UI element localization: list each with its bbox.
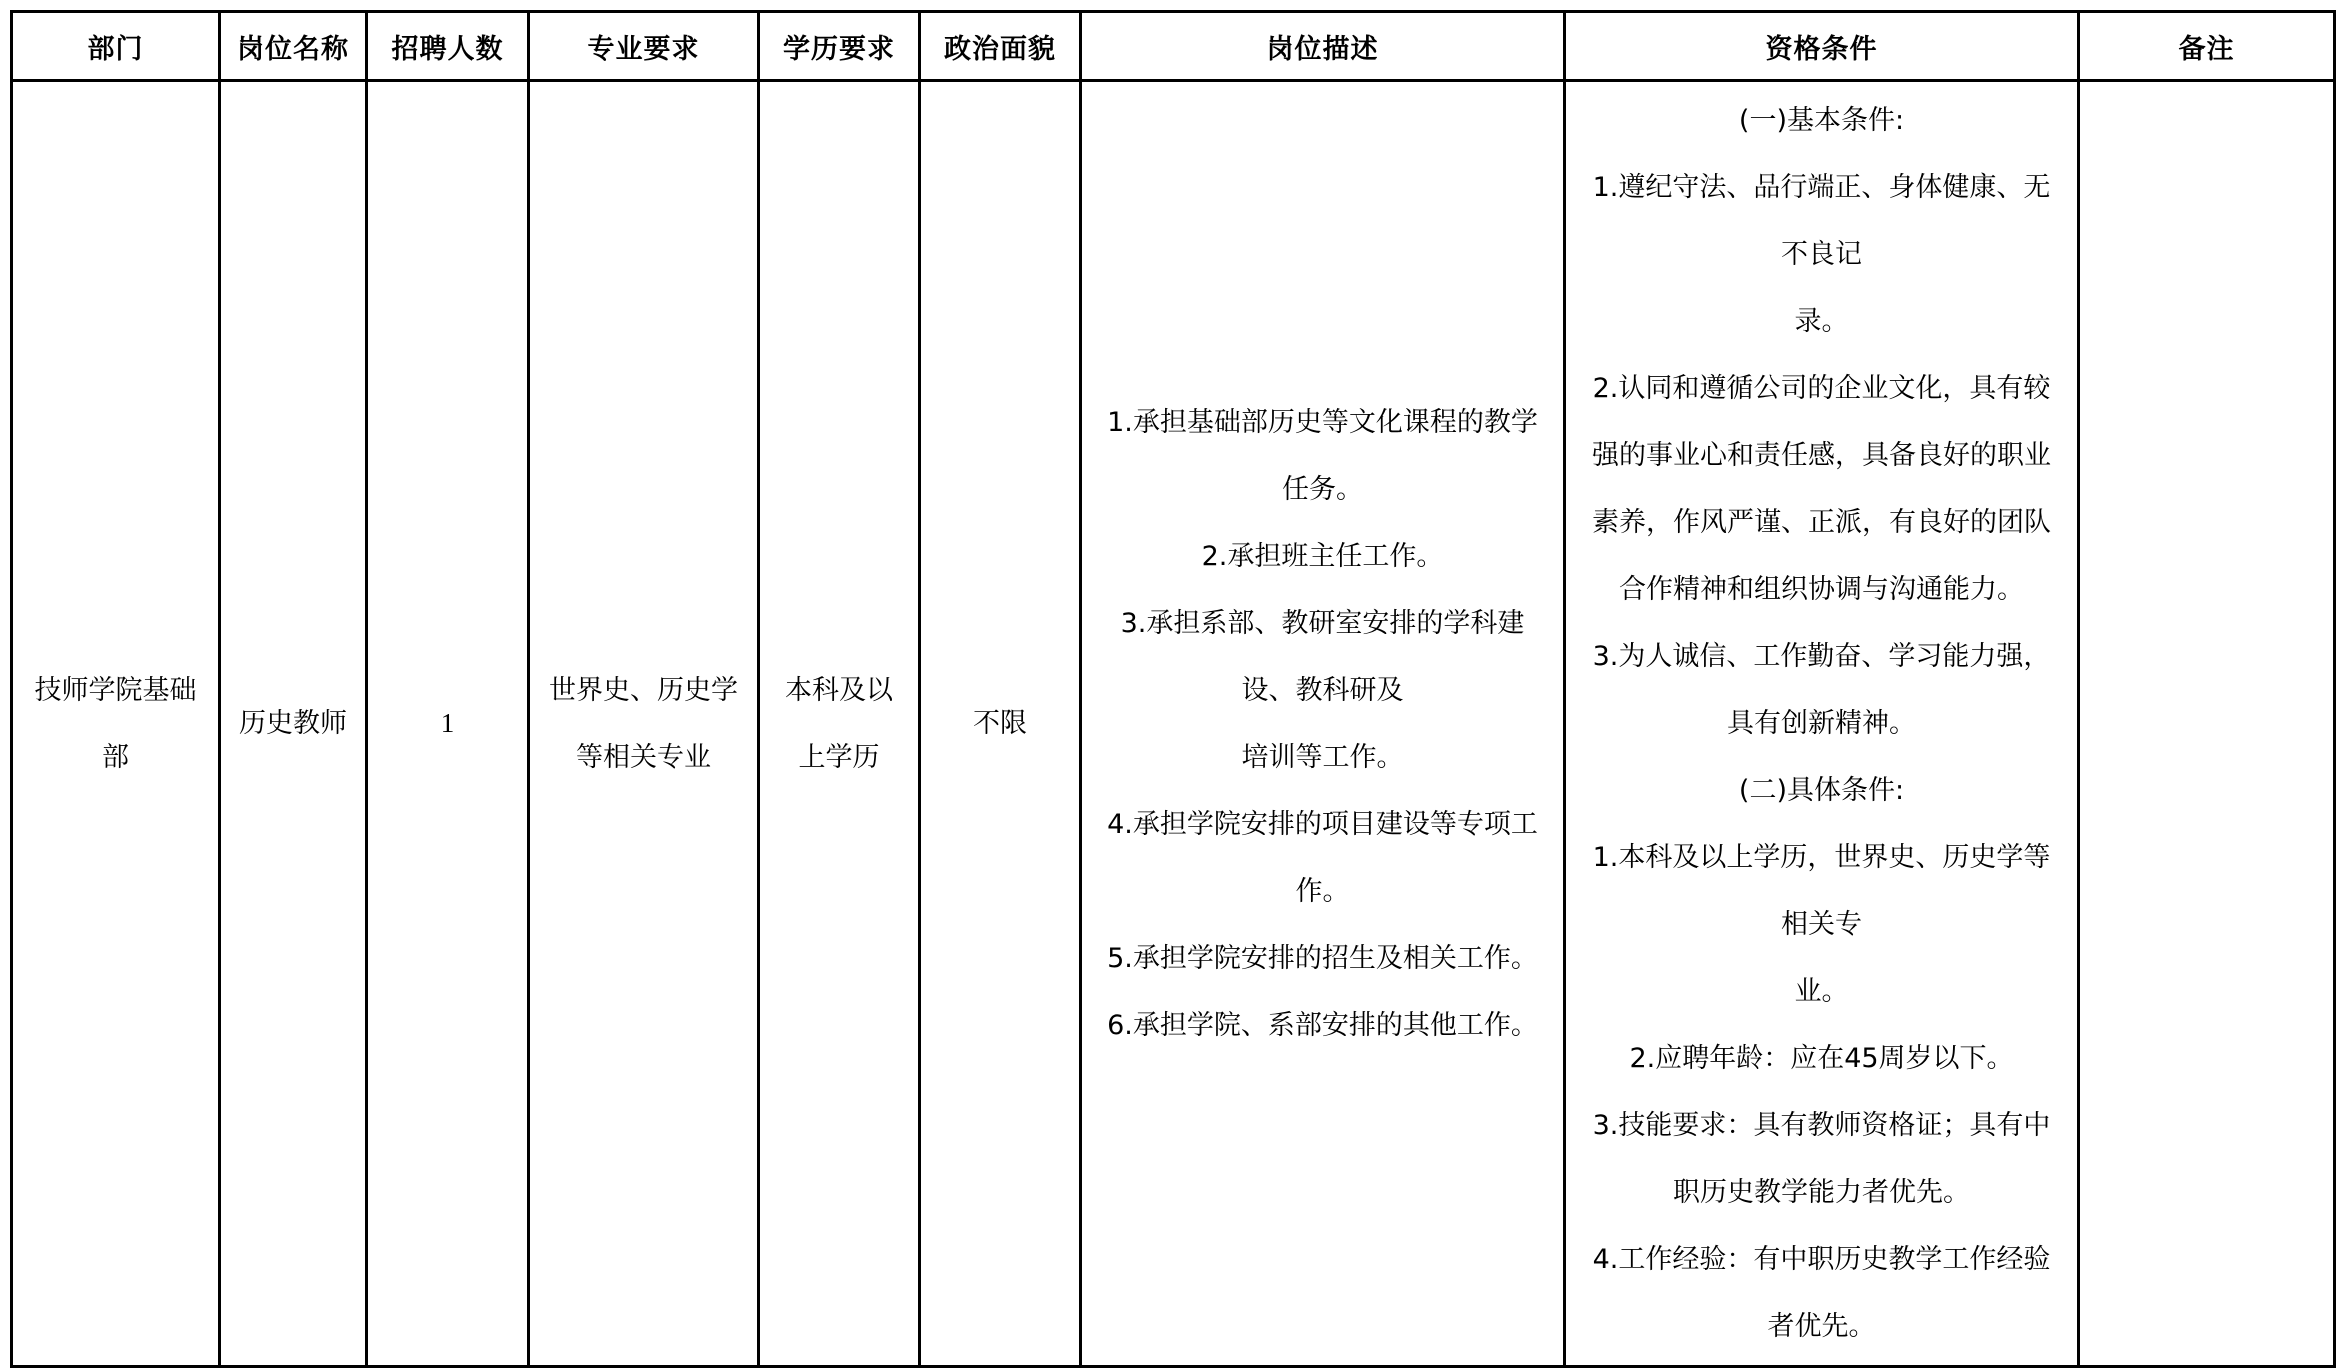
description-line: 设、教科研及: [1241, 674, 1404, 706]
cell-description: [1081, 81, 1565, 1367]
cell-count: [367, 81, 529, 1367]
qualification-line: 者优先。: [1767, 1311, 1876, 1342]
position-text: 历史教师: [239, 708, 347, 739]
qualification-line: (一)基本条件:: [1738, 105, 1905, 136]
cell-position: [220, 81, 367, 1367]
qualification-line: 职历史教学能力者优先。: [1673, 1177, 1970, 1208]
qualification-line: 3.技能要求：具有教师资格证；具有中: [1592, 1110, 2051, 1141]
header-description: 岗位描述: [1081, 12, 1565, 81]
cell-education: [759, 81, 920, 1367]
header-department: 部门: [12, 12, 220, 81]
table-row: [12, 81, 2335, 1367]
description-line: 3.承担系部、教研室安排的学科建: [1120, 607, 1525, 639]
cell-department: [12, 81, 220, 1367]
header-count: 招聘人数: [367, 12, 529, 81]
header-education: 学历要求: [759, 12, 920, 81]
cell-major: [529, 81, 759, 1367]
header-political: 政治面貌: [920, 12, 1081, 81]
description-line: 2.承担班主任工作。: [1201, 540, 1444, 572]
qualification-line: 素养，作风严谨、正派，有良好的团队: [1592, 507, 2051, 538]
count-text: 1: [440, 708, 455, 738]
qualification-line: 1.遵纪守法、品行端正、身体健康、无: [1592, 172, 2051, 203]
qualification-line: 业。: [1794, 976, 1849, 1007]
qualification-line: 具有创新精神。: [1727, 708, 1916, 739]
description-line: 4.承担学院安排的项目建设等专项工: [1107, 808, 1538, 840]
qualification-line: 录。: [1794, 306, 1849, 337]
cell-qualification: [1565, 81, 2079, 1367]
header-row: [12, 12, 2335, 81]
political-text: 不限: [973, 708, 1027, 739]
major-line: 等相关专业: [576, 741, 711, 773]
qualification-line: 合作精神和组织协调与沟通能力。: [1619, 574, 2024, 605]
qualification-line: 2.认同和遵循公司的企业文化，具有较: [1592, 373, 2051, 404]
qualification-line: 4.工作经验：有中职历史教学工作经验: [1592, 1244, 2051, 1275]
education-line: 上学历: [798, 741, 880, 773]
education-line: 本科及以: [785, 674, 893, 706]
header-position: 岗位名称: [220, 12, 367, 81]
description-line: 5.承担学院安排的招生及相关工作。: [1107, 942, 1538, 974]
job-table: [10, 10, 2336, 1368]
qualification-line: 相关专: [1781, 909, 1862, 940]
description-line: 1.承担基础部历史等文化课程的教学: [1107, 406, 1538, 438]
qualification-line: 不良记: [1781, 239, 1862, 270]
department-line: 技师学院基础: [34, 674, 197, 706]
description-line: 培训等工作。: [1241, 741, 1404, 773]
description-line: 作。: [1295, 875, 1350, 907]
qualification-line: (二)具体条件:: [1738, 775, 1905, 806]
cell-political: [920, 81, 1081, 1367]
qualification-line: 1.本科及以上学历，世界史、历史学等: [1592, 842, 2051, 873]
cell-remarks: [2079, 81, 2335, 1367]
description-line: 任务。: [1282, 473, 1363, 505]
qualification-line: 3.为人诚信、工作勤奋、学习能力强，: [1592, 641, 2051, 672]
header-qualification: 资格条件: [1565, 12, 2079, 81]
header-remarks: 备注: [2079, 12, 2335, 81]
description-line: 6.承担学院、系部安排的其他工作。: [1107, 1009, 1538, 1041]
major-line: 世界史、历史学: [549, 674, 738, 706]
header-major: 专业要求: [529, 12, 759, 81]
qualification-line: 2.应聘年龄：应在45周岁以下。: [1629, 1043, 2014, 1074]
department-line: 部: [102, 741, 129, 773]
qualification-line: 强的事业心和责任感，具备良好的职业: [1592, 440, 2051, 471]
